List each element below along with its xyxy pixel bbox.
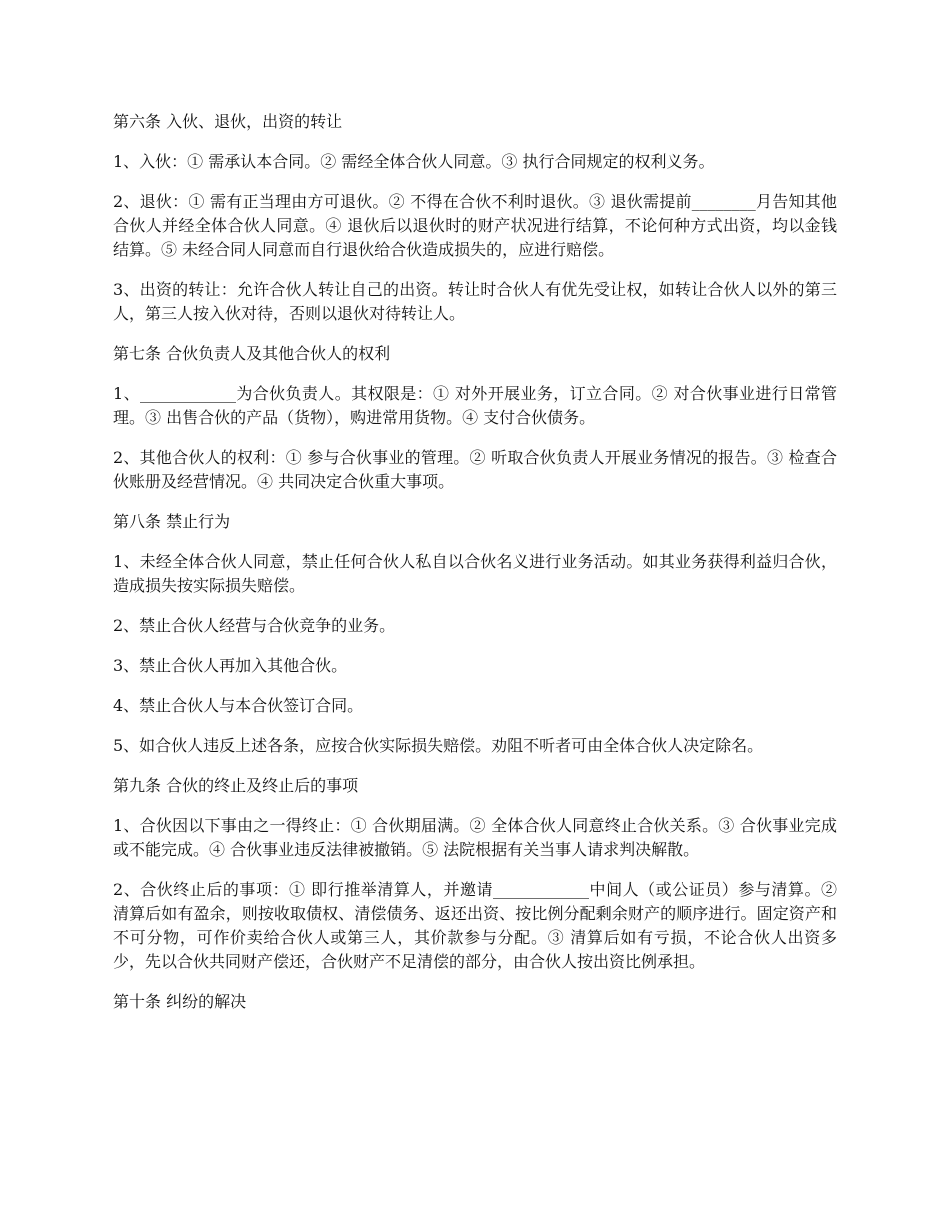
article-9-heading: 第九条 合伙的终止及终止后的事项 [113,776,359,795]
article-6-clause-1: 1、入伙：① 需承认本合同。② 需经全体合伙人同意。③ 执行合同规定的权利义务。 [113,152,715,171]
article-6-clause-2: 2、退伙：① 需有正当理由方可退伙。② 不得在合伙不利时退伙。③ 退伙需提前________月告知其他合伙人并经全体合伙人同意。④ 退伙后以退伙时的财产状况进行结算，不论何种方式出资，均以金钱结算。⑤ 未经合同人同意而自行退伙给合伙造成损失的，应进行赔偿。 [113,192,837,259]
article-6-heading: 第六条 入伙、退伙，出资的转让 [113,112,343,131]
article-8-clause-1: 1、未经全体合伙人同意，禁止任何合伙人私自以合伙名义进行业务活动。如其业务获得利益归合伙，造成损失按实际损失赔偿。 [113,552,837,595]
article-9-clause-1: 1、合伙因以下事由之一得终止：① 合伙期届满。② 全体合伙人同意终止合伙关系。③ 合伙事业完成或不能完成。④ 合伙事业违反法律被撤销。⑤ 法院根据有关当事人请求判决解散。 [113,816,837,859]
article-8-clause-4: 4、禁止合伙人与本合伙签订合同。 [113,696,364,715]
article-8-clause-2: 2、禁止合伙人经营与合伙竞争的业务。 [113,616,396,635]
article-7-clause-1: 1、____________为合伙负责人。其权限是：① 对外开展业务，订立合同。② 对合伙事业进行日常管理。③ 出售合伙的产品（货物），购进常用货物。④ 支付合伙债务。 [113,384,837,427]
article-6-clause-3: 3、出资的转让：允许合伙人转让自己的出资。转让时合伙人有优先受让权，如转让合伙人以外的第三人，第三人按入伙对待，否则以退伙对待转让人。 [113,280,837,323]
article-8-heading: 第八条 禁止行为 [113,512,231,531]
document-page [113,110,837,1030]
article-7-heading: 第七条 合伙负责人及其他合伙人的权利 [113,344,391,363]
article-8-clause-3: 3、禁止合伙人再加入其他合伙。 [113,656,348,675]
article-9-clause-2: 2、合伙终止后的事项：① 即行推举清算人，并邀请____________中间人（或公证员）参与清算。② 清算后如有盈余，则按收取债权、清偿债务、返还出资、按比例分配剩余财产的顺序进行。固定资产和不可分物，可作价卖给合伙人或第三人，其价款参与分配。③ 清算后如有亏损，不论合伙人出资多少，先以合伙共同财产偿还，合伙财产不足清偿的部分，由合伙人按出资比例承担。 [113,880,837,971]
article-7-clause-2: 2、其他合伙人的权利：① 参与合伙事业的管理。② 听取合伙负责人开展业务情况的报告。③ 检查合伙账册及经营情况。④ 共同决定合伙重大事项。 [113,448,837,491]
article-8-clause-5: 5、如合伙人违反上述各条，应按合伙实际损失赔偿。劝阻不听者可由全体合伙人决定除名。 [113,736,764,755]
article-10-heading: 第十条 纠纷的解决 [113,992,247,1011]
